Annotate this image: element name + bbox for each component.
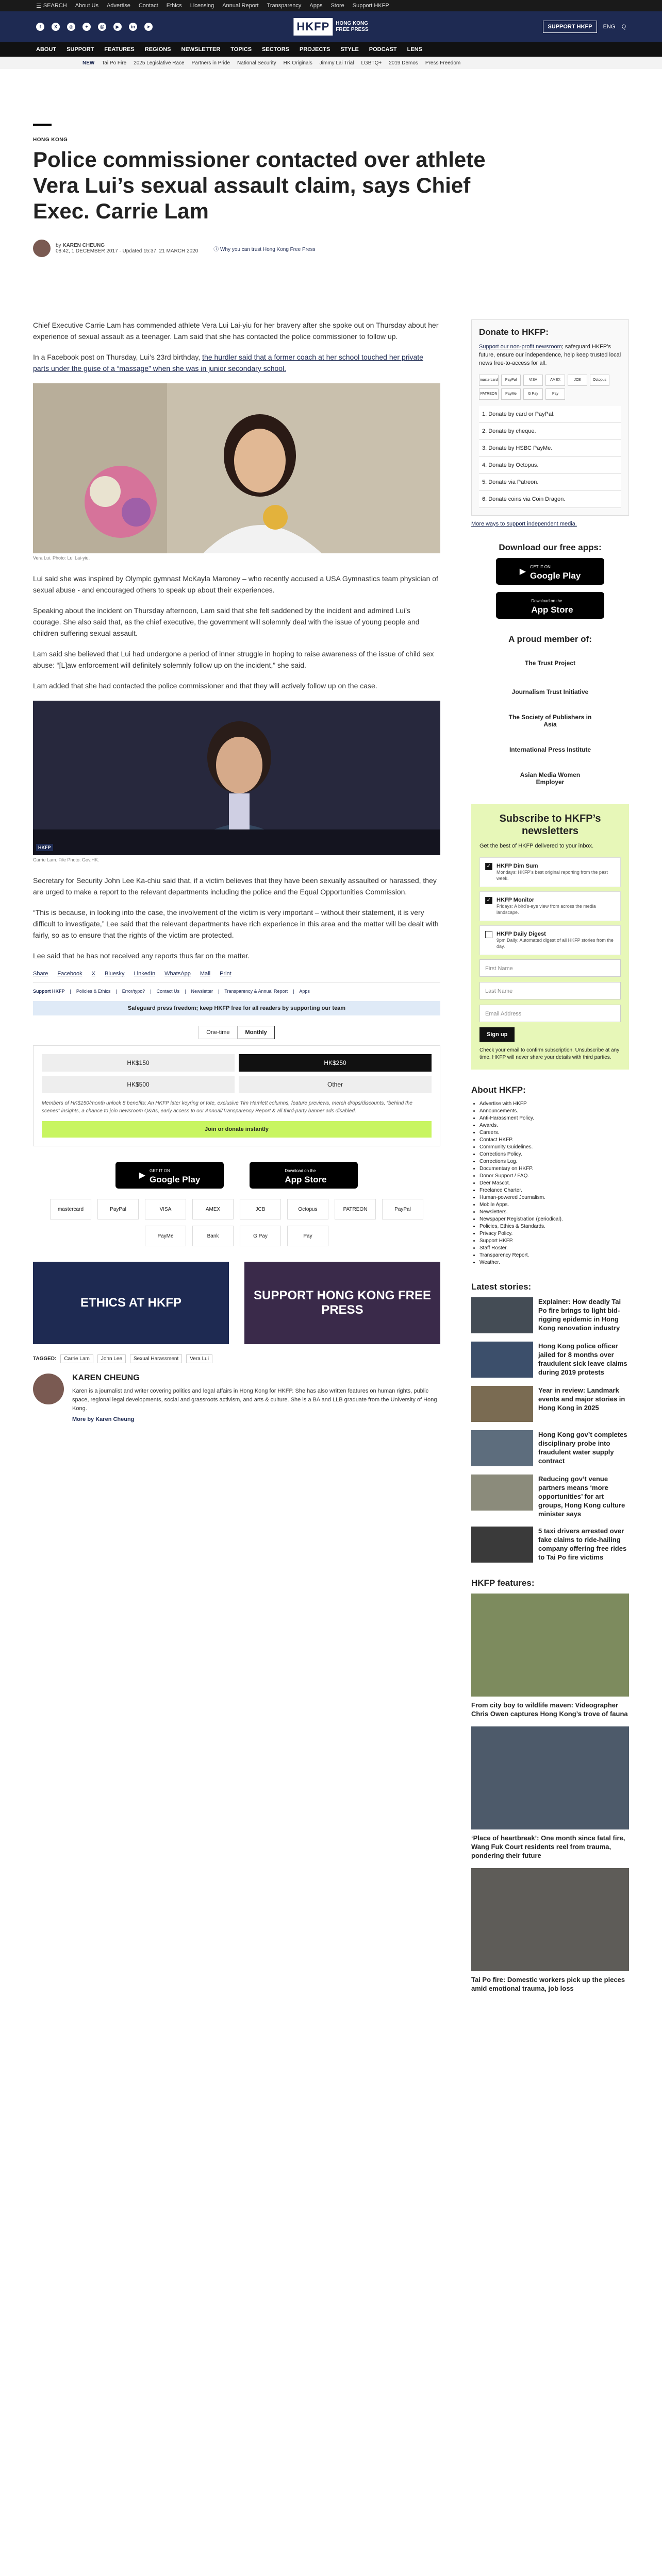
about-link[interactable]: • Contact HKFP. (479, 1137, 629, 1144)
google-play-badge[interactable]: ▶ GET IT ON Google Play (496, 558, 604, 585)
checkbox-checked[interactable]: ✓ (485, 897, 492, 904)
byline: by KAREN CHEUNG 08:42, 1 DECEMBER 2017 · Updated 15:37, 21 MARCH 2020 ⓘ Why you can trust Hong Kong Free Press (33, 240, 629, 257)
about-link[interactable]: • Human-powered Journalism. (479, 1194, 629, 1201)
author-name[interactable]: KAREN CHEUNG (72, 1374, 140, 1382)
share-whatsapp[interactable]: WhatsApp (164, 971, 191, 977)
site-logo[interactable]: HKFP HONG KONG FREE PRESS (293, 18, 368, 36)
about-link[interactable]: • Corrections Policy. (479, 1151, 629, 1158)
story-item[interactable]: 5 taxi drivers arrested over fake claims to ride-hailing company offering free rides to Tai Po fire victims (471, 1527, 629, 1563)
jcb-icon: JCB (568, 375, 587, 386)
feature-item[interactable]: From city boy to wildlife maven: Videographer Chris Owen captures Hong Kong’s trove of fauna (471, 1594, 629, 1718)
sopa-logo[interactable]: The Society of Publishers in Asia (508, 714, 592, 728)
top-utility-bar (0, 0, 662, 11)
about-link[interactable]: • Donor Support / FAQ. (479, 1173, 629, 1180)
divider (33, 124, 52, 126)
paypal-icon: PayPal (382, 1199, 423, 1219)
trending-link[interactable]: Jimmy Lai Trial (319, 60, 354, 66)
footer-link[interactable]: Newsletter (191, 989, 213, 994)
social-icons (36, 23, 153, 31)
nav-item[interactable]: TOPICS (230, 46, 252, 53)
paypal-icon: PayPal (97, 1199, 139, 1219)
carrie-lam-photo (33, 701, 440, 855)
top-link[interactable]: Store (330, 3, 344, 9)
google-pay-icon: G Pay (523, 388, 543, 400)
search-link[interactable]: ☰ SEARCH (36, 3, 67, 9)
about-link[interactable]: • Freelance Charter. (479, 1187, 629, 1194)
category-label[interactable]: HONG KONG (33, 137, 68, 143)
support-banner[interactable]: SUPPORT HONG KONG FREE PRESS (244, 1262, 440, 1344)
more-by-author-link[interactable]: More by Karen Cheung (72, 1416, 135, 1422)
trust-link[interactable]: ⓘ Why you can trust Hong Kong Free Press (213, 246, 316, 252)
footer-link[interactable]: Contact Us (156, 989, 180, 994)
paragraph: Speaking about the incident on Thursday afternoon, Lam said that she felt saddened by the incident and admired Lui’s courage. She also said that, as the chief executive, the government will solemnly deal with the issue of young people and children suffering sexual assault. (33, 606, 420, 637)
apple-pay-icon: Pay (545, 388, 565, 400)
donate-option[interactable]: 2. Donate by cheque. (479, 423, 621, 440)
trending-link[interactable]: 2019 Demos (389, 60, 418, 66)
top-link[interactable]: Ethics (166, 3, 182, 9)
about-link[interactable]: • Corrections Log. (479, 1158, 629, 1165)
paragraph: In a Facebook post on Thursday, Lui’s 23rd birthday, the hurdler said that a former coach at her school touched her private parts under the guise of a “massage” when she was in junior secondary school. (33, 353, 423, 372)
tag-link[interactable]: John Lee (97, 1354, 126, 1363)
newsletter-option[interactable]: ✓ HKFP Dim Sum Mondays: HKFP’s best original reporting from the past week. (479, 857, 621, 887)
dates: 08:42, 1 DECEMBER 2017 · Updated 15:37, 21 MARCH 2020 (56, 248, 198, 254)
about-link[interactable]: • Transparency Report. (479, 1252, 629, 1259)
footer-link[interactable]: Apps (299, 989, 310, 994)
paragraph: Chief Executive Carrie Lam has commended athlete Vera Lui Lai-yiu for her bravery after she spoke out on Thursday about her experience of sexual assault as a teenager. Lam said that she has contacted the police commissioner to follow up. (33, 321, 439, 341)
about-link[interactable]: • Mobile Apps. (479, 1201, 629, 1209)
footer-link[interactable]: Support HKFP (33, 989, 65, 994)
patreon-icon: PATREON (335, 1199, 376, 1219)
ethics-banner[interactable]: ETHICS AT HKFP (33, 1262, 229, 1344)
story-item[interactable]: Reducing gov’t venue partners means ‘more opportunities’ for art groups, Hong Kong culture minister says (471, 1475, 629, 1518)
nav-item[interactable]: SUPPORT (67, 46, 94, 53)
first-name-field[interactable]: First Name (479, 959, 621, 977)
trending-link[interactable]: Tai Po Fire (102, 60, 127, 66)
story-thumbnail[interactable] (471, 1475, 533, 1511)
feature-image[interactable] (471, 1594, 629, 1697)
apps-title: Download our free apps: (499, 543, 602, 552)
photo-caption: Vera Lui. Photo: Lui Lai-yiu. (33, 555, 90, 561)
donate-option[interactable]: 6. Donate coins via Coin Dragon. (479, 491, 621, 508)
email-field[interactable]: Email Address (479, 1005, 621, 1022)
amount-option[interactable]: HK$500 (42, 1076, 235, 1093)
features-section (471, 1578, 629, 1993)
tags: TAGGED: Carrie Lam John Lee Sexual Harassment Vera Lui (33, 1354, 440, 1363)
about-link[interactable]: • Staff Roster. (479, 1245, 629, 1252)
jti-logo[interactable]: Journalism Trust Initiative (511, 688, 589, 696)
article-footer-links: Support HKFP | Policies & Ethics | Error/typo? | Contact Us | Newsletter | Transparency & Annual Report | Apps (33, 989, 310, 994)
women-employer-logo[interactable]: Asian Media Women Employer (520, 771, 581, 786)
language-switch[interactable]: ENG (603, 24, 616, 30)
bluesky-icon[interactable]: ✦ (82, 23, 91, 31)
latest-title: Latest stories: (471, 1282, 532, 1292)
support-newsroom-link[interactable]: Support our non-profit newsroom (479, 344, 562, 350)
story-item[interactable]: Hong Kong gov’t completes disciplinary probe into fraudulent water supply contract (471, 1430, 629, 1466)
bank-icon: Bank (192, 1226, 234, 1246)
article-title: Police commissioner contacted over athlete Vera Lui’s sexual assault claim, says Chief Exec. Carrie Lam (33, 147, 486, 223)
nav-item[interactable]: LENS (407, 46, 422, 53)
latest-stories (471, 1282, 629, 1563)
about-link[interactable]: • Policies, Ethics & Standards. (479, 1223, 629, 1230)
about-link[interactable]: • Newsletters. (479, 1209, 629, 1216)
about-link[interactable]: • Support HKFP. (479, 1238, 629, 1245)
linkedin-icon[interactable]: in (129, 23, 137, 31)
tag-link[interactable]: Vera Lui (186, 1354, 212, 1363)
newsletter-disclaimer: Check your email to confirm subscription. Unsubscribe at any time. HKFP will never share your details with third parties. (479, 1047, 620, 1060)
story-thumbnail[interactable] (471, 1430, 533, 1466)
amount-option[interactable]: Other (239, 1076, 432, 1093)
top-link[interactable]: Annual Report (222, 3, 259, 9)
footer-link[interactable]: Transparency & Annual Report (224, 989, 288, 994)
last-name-field[interactable]: Last Name (479, 982, 621, 999)
top-link[interactable]: Licensing (190, 3, 214, 9)
apple-pay-icon: Pay (287, 1226, 328, 1246)
about-link[interactable]: • Anti-Harassment Policy. (479, 1115, 629, 1122)
monthly-option[interactable]: Monthly (238, 1026, 275, 1039)
newsletter-intro: Get the best of HKFP delivered to your inbox. (479, 843, 594, 849)
trending-link[interactable]: LGBTQ+ (361, 60, 382, 66)
donate-title: Donate to HKFP: (479, 327, 549, 337)
photo-illustration (33, 383, 440, 553)
members-title: A proud member of: (508, 634, 592, 644)
tag-link[interactable]: Sexual Harassment (130, 1354, 182, 1363)
jcb-icon: JCB (240, 1199, 281, 1219)
google-pay-icon: G Pay (240, 1226, 281, 1246)
patreon-icon: PATREON (479, 388, 499, 400)
top-link[interactable]: About Us (75, 3, 98, 9)
telegram-icon[interactable]: ➤ (144, 23, 153, 31)
google-play-icon: ▶ (139, 1171, 146, 1180)
trending-link[interactable]: 2025 Legislative Race (134, 60, 185, 66)
amex-icon: AMEX (192, 1199, 234, 1219)
trending-link[interactable]: Partners in Pride (191, 60, 230, 66)
search-icon[interactable]: Q (621, 24, 626, 30)
donation-form (33, 1045, 440, 1146)
paragraph: Lui said she was inspired by Olympic gymnast McKayla Maroney – who recently accused a USA Gymnastics team physician of sexual abuse - and encouraged others to speak up about their experiences. (33, 574, 438, 594)
paragraph: “This is because, in looking into the case, the involvement of the victim is very important – without their statement, it is very difficult to investigate,” Lee said that the relevant departments have rich experience in this area and the matter will be dealt with fairly, so as to ensure that the rights of the victim are protected. (33, 908, 439, 939)
share-linkedin[interactable]: LinkedIn (134, 971, 156, 977)
share-bluesky[interactable]: Bluesky (105, 971, 125, 977)
about-link[interactable]: • Community Guidelines. (479, 1144, 629, 1151)
story-item[interactable]: Year in review: Landmark events and major stories in Hong Kong in 2025 (471, 1386, 629, 1422)
checkbox-checked[interactable]: ✓ (485, 863, 492, 870)
join-donate-button[interactable]: Join or donate instantly (42, 1121, 432, 1138)
more-ways-link[interactable]: More ways to support independent media. (471, 521, 577, 527)
author-avatar[interactable] (33, 240, 51, 257)
newsletter-widget (471, 804, 629, 1070)
about-link[interactable]: • Advertise with HKFP (479, 1100, 629, 1108)
amount-option-selected[interactable]: HK$250 (239, 1054, 432, 1072)
share-mail[interactable]: Mail (200, 971, 211, 977)
nav-item[interactable]: REGIONS (144, 46, 171, 53)
google-play-icon: ▶ (519, 567, 526, 576)
story-thumbnail[interactable] (471, 1297, 533, 1333)
about-link[interactable]: • Weather. (479, 1259, 629, 1266)
octopus-icon: Octopus (287, 1199, 328, 1219)
nav-item[interactable]: STYLE (340, 46, 359, 53)
author-link[interactable]: KAREN CHEUNG (62, 243, 105, 248)
trending-link[interactable]: National Security (237, 60, 276, 66)
feature-item[interactable]: ‘Place of heartbreak’: One month since fatal fire, Wang Fuk Court residents reel from trauma, pondering their future (471, 1726, 629, 1860)
mastercard-icon: mastercard (50, 1199, 91, 1219)
about-link[interactable]: • Privacy Policy. (479, 1230, 629, 1238)
nav-item[interactable]: PROJECTS (300, 46, 330, 53)
membership-note: Members of HK$150/month unlock 8 benefits: An HKFP later keyring or tote, exclusive Tim Hamlett columns, feature previews, merch drops/discounts, “behind the scenes” insights, a chance to join newsroom Q&As, early access to our Annual/Transparency Report & all third-party banner ads disabled. (42, 1100, 412, 1114)
about-link[interactable]: • Announcements. (479, 1108, 629, 1115)
mastercard-icon: mastercard (479, 375, 499, 386)
paypal-icon: PayPal (501, 375, 521, 386)
author-avatar[interactable] (33, 1374, 64, 1404)
share-print[interactable]: Print (220, 971, 231, 977)
amount-option[interactable]: HK$150 (42, 1054, 235, 1072)
vera-lui-photo (33, 383, 440, 553)
about-link[interactable]: • Deer Mascot. (479, 1180, 629, 1187)
footer-link[interactable]: Policies & Ethics (76, 989, 111, 994)
story-item[interactable]: Explainer: How deadly Tai Po fire brings to light bid-rigging epidemic in Hong Kong renovation industry (471, 1297, 629, 1333)
threads-icon[interactable]: @ (98, 23, 106, 31)
author-bio: Karen is a journalist and writer covering politics and legal affairs in Hong Kong for HKFP. She has also written features on human rights, public space, regional legal developments, social and grassroots activism, and arts & culture. She is a BA and LLB graduate from the University of Hong Kong. (72, 1388, 437, 1412)
payme-icon: PayMe (145, 1226, 186, 1246)
feature-image[interactable] (471, 1868, 629, 1971)
paragraph: Lam added that she had contacted the police commissioner and that they will actively follow up on the case. (33, 682, 377, 690)
about-section (471, 1085, 629, 1266)
top-link[interactable]: Support HKFP (352, 3, 389, 9)
paragraph: Lee said that he has not received any reports thus far on the matter. (33, 952, 250, 960)
author-box (33, 1374, 440, 1422)
support-hkfp-button[interactable]: SUPPORT HKFP (543, 21, 597, 33)
share-facebook[interactable]: Facebook (57, 971, 82, 977)
app-store-badge[interactable]: Download on the App Store (496, 592, 604, 619)
story-thumbnail[interactable] (471, 1386, 533, 1422)
google-play-badge[interactable]: ▶ GET IT ON Google Play (115, 1162, 224, 1189)
paragraph: Lam said she believed that Lui had undergone a period of inner struggle in hoping to raise awareness of the issue of child sex abuse: “[L]aw enforcement will definitely solemnly follow up on the incident,” she said. (33, 650, 434, 669)
visa-icon: VISA (145, 1199, 186, 1219)
photo-caption: Carrie Lam. File Photo: Gov.HK. (33, 857, 100, 862)
donate-widget: Donate to HKFP: Support our non-profit newsroom; safeguard HKFP’s future, ensure our independence, help keep trusted local news free-to-access for all. mastercard PayPal VISA AMEX JCB Octopus PATREON PayMe G Pay Pay 1. Donate by card or PayPal. 2. Donate by cheque. 3. Donate by HSBC PayMe. 4. Donate by Octopus. 5. Donate via Patreon. 6. Donate coins via Coin Dragon. (471, 319, 629, 516)
visa-icon: VISA (523, 375, 543, 386)
share-label: Share (33, 971, 48, 977)
newsletter-title: Subscribe to HKFP’s newsletters (499, 813, 601, 837)
payment-logos (33, 1199, 440, 1246)
info-icon: ⓘ (213, 246, 221, 252)
newsletter-option[interactable]: ✓ HKFP Monitor Fridays: A bird's-eye view from across the media landscape. (479, 891, 621, 921)
article-body (33, 319, 440, 1422)
instagram-icon[interactable]: ◎ (67, 23, 75, 31)
trust-project-logo[interactable]: The Trust Project (524, 659, 576, 667)
top-link[interactable]: Contact (138, 3, 158, 9)
main-nav (0, 42, 662, 57)
donate-option[interactable]: 3. Donate by HSBC PayMe. (479, 440, 621, 457)
share-bar (33, 971, 440, 982)
about-link[interactable]: • Documentary on HKFP. (479, 1165, 629, 1173)
photo-illustration (33, 701, 440, 855)
one-time-option[interactable]: One-time (198, 1026, 237, 1039)
promo-banners (33, 1262, 440, 1344)
safeguard-banner[interactable]: Safeguard press freedom; keep HKFP free for all readers by supporting our team (33, 1001, 440, 1015)
x-icon[interactable]: X (52, 23, 60, 31)
feature-item[interactable]: Tai Po fire: Domestic workers pick up the pieces amid emotional trauma, job loss (471, 1868, 629, 1993)
story-thumbnail[interactable] (471, 1527, 533, 1563)
donate-option[interactable]: 5. Donate via Patreon. (479, 474, 621, 491)
nav-item[interactable]: ABOUT (36, 46, 57, 53)
payment-icons (479, 375, 621, 400)
trending-link[interactable]: Press Freedom (425, 60, 461, 66)
share-x[interactable]: X (91, 971, 96, 977)
checkbox[interactable] (485, 931, 492, 938)
newsletter-option[interactable]: HKFP Daily Digest 9pm Daily: Automated digest of all HKFP stories from the day. (479, 925, 621, 955)
hkfp-watermark: HKFP (36, 844, 53, 851)
app-badges (33, 1162, 440, 1189)
members-section (471, 634, 629, 789)
nav-item[interactable]: PODCAST (369, 46, 397, 53)
about-link[interactable]: • Awards. (479, 1122, 629, 1129)
inline-link[interactable]: the hurdler said that a former coach at her school touched her private parts under the guise of a “massage” when she was in junior secondary school. (33, 353, 423, 372)
signup-button[interactable]: Sign up (479, 1027, 515, 1042)
sidebar (471, 319, 629, 2001)
payme-icon: PayMe (501, 388, 521, 400)
site-header (0, 11, 662, 42)
donate-option[interactable]: 4. Donate by Octopus. (479, 457, 621, 474)
nav-item[interactable]: FEATURES (104, 46, 135, 53)
menu-icon: ☰ (36, 3, 41, 9)
trending-link[interactable]: HK Originals (283, 60, 312, 66)
app-store-badge[interactable]: Download on the App Store (250, 1162, 358, 1189)
amex-icon: AMEX (545, 375, 565, 386)
octopus-icon: Octopus (590, 375, 609, 386)
story-item[interactable]: Hong Kong police officer jailed for 8 months over fraudulent sick leave claims during 2019 protests (471, 1342, 629, 1378)
footer-link[interactable]: Error/typo? (122, 989, 145, 994)
nav-item[interactable]: SECTORS (262, 46, 290, 53)
frequency-toggle (33, 1026, 440, 1039)
features-title: HKFP features: (471, 1578, 535, 1588)
about-list (471, 1100, 629, 1266)
trending-bar (0, 57, 662, 69)
top-link[interactable]: Advertise (106, 3, 130, 9)
tag-link[interactable]: Carrie Lam (60, 1354, 93, 1363)
article-container (33, 124, 629, 1992)
youtube-icon[interactable]: ▶ (113, 23, 122, 31)
donate-option[interactable]: 1. Donate by card or PayPal. (479, 406, 621, 423)
about-link[interactable]: • Careers. (479, 1129, 629, 1137)
top-link[interactable]: Transparency (267, 3, 302, 9)
about-title: About HKFP: (471, 1085, 526, 1095)
about-link[interactable]: • Newspaper Registration (periodical). (479, 1216, 629, 1223)
top-link[interactable]: Apps (309, 3, 323, 9)
new-badge: NEW (82, 60, 95, 66)
nav-item[interactable]: NEWSLETTER (181, 46, 221, 53)
story-thumbnail[interactable] (471, 1342, 533, 1378)
ipi-logo[interactable]: International Press Institute (509, 746, 591, 753)
facebook-icon[interactable]: f (36, 23, 44, 31)
paragraph: Secretary for Security John Lee Ka-chiu said that, if a victim believes that they have been sexually assaulted or harassed, they are urged to make a report to the relevant departments including the police and the Equal Opportunities Commission. (33, 876, 437, 896)
feature-image[interactable] (471, 1726, 629, 1829)
